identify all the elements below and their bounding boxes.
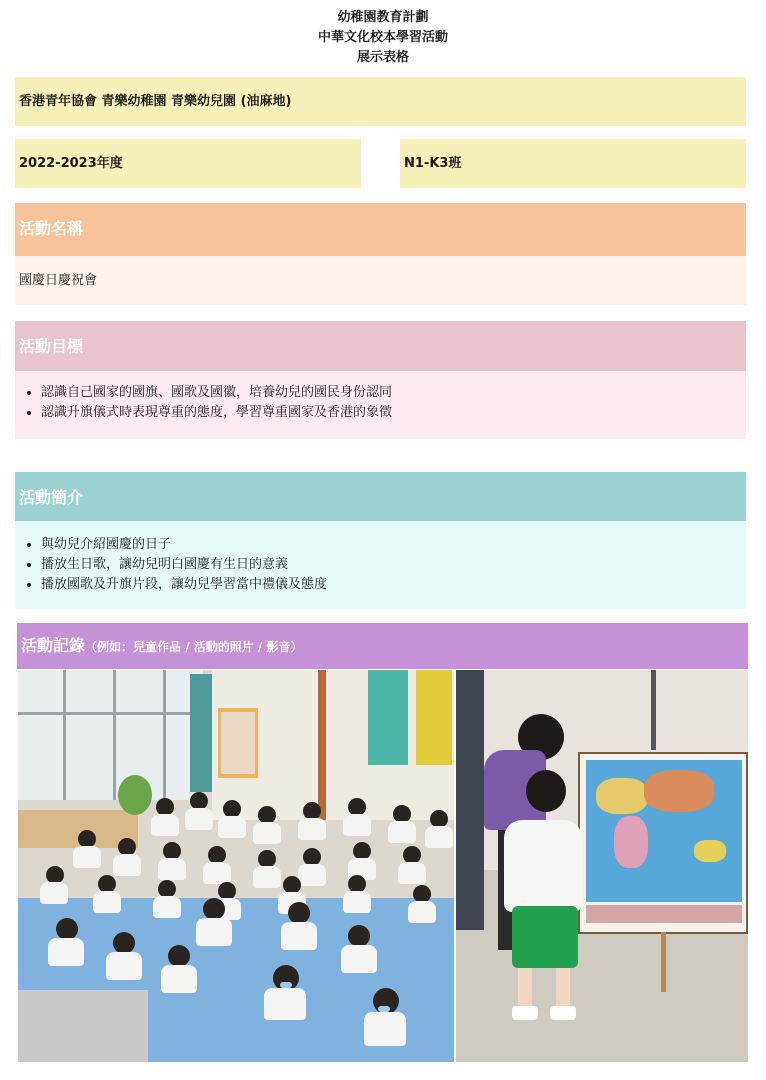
header-line-1: 幼稚園教育計劃 — [337, 10, 429, 25]
list-item: • 播放國歌及升旗片段，讓幼兒學習當中禮儀及態度 — [41, 575, 746, 595]
school-year: 2022-2023年度 — [19, 156, 123, 171]
activity-name-header — [15, 203, 746, 256]
list-item: • 播放生日歌，讓幼兒明白國慶有生日的意義 — [41, 555, 746, 575]
class-name: N1-K3班 — [404, 156, 462, 171]
list-item: • 認識升旗儀式時表現尊重的態度，學習尊重國家及香港的象徵 — [41, 403, 746, 423]
document-header — [0, 8, 766, 68]
record-title: 活動記錄 — [21, 636, 86, 655]
intro-header — [15, 472, 746, 521]
classroom-photo — [18, 670, 454, 1062]
intro-title: 活動簡介 — [19, 488, 84, 507]
record-title-line — [17, 623, 748, 670]
list-item: • 與幼兒介紹國慶的日子 — [41, 535, 746, 555]
objectives-list — [15, 371, 746, 423]
list-item: • 認識自己國家的國旗、國歌及國徽，培養幼兒的國民身份認同 — [41, 383, 746, 403]
world-map-photo — [456, 670, 748, 1062]
year-bar — [15, 139, 361, 188]
objectives-title: 活動目標 — [19, 337, 84, 356]
school-bar — [15, 77, 746, 126]
record-subtitle: （例如：兒童作品 / 活動的照片 / 影音） — [85, 640, 303, 654]
intro-list — [15, 521, 746, 595]
record-header — [17, 623, 748, 669]
activity-name-title: 活動名稱 — [19, 219, 84, 238]
header-line-2: 中華文化校本學習活動 — [317, 30, 448, 45]
activity-name-content — [15, 256, 746, 305]
intro-content — [15, 521, 746, 609]
objectives-header — [15, 321, 746, 371]
header-line-3: 展示表格 — [356, 50, 409, 65]
school-name: 香港青年協會 青樂幼稚園 青樂幼兒園 (油麻地) — [19, 94, 292, 109]
class-bar — [400, 139, 746, 188]
objectives-content — [15, 371, 746, 439]
activity-name-value: 國慶日慶祝會 — [19, 273, 98, 288]
